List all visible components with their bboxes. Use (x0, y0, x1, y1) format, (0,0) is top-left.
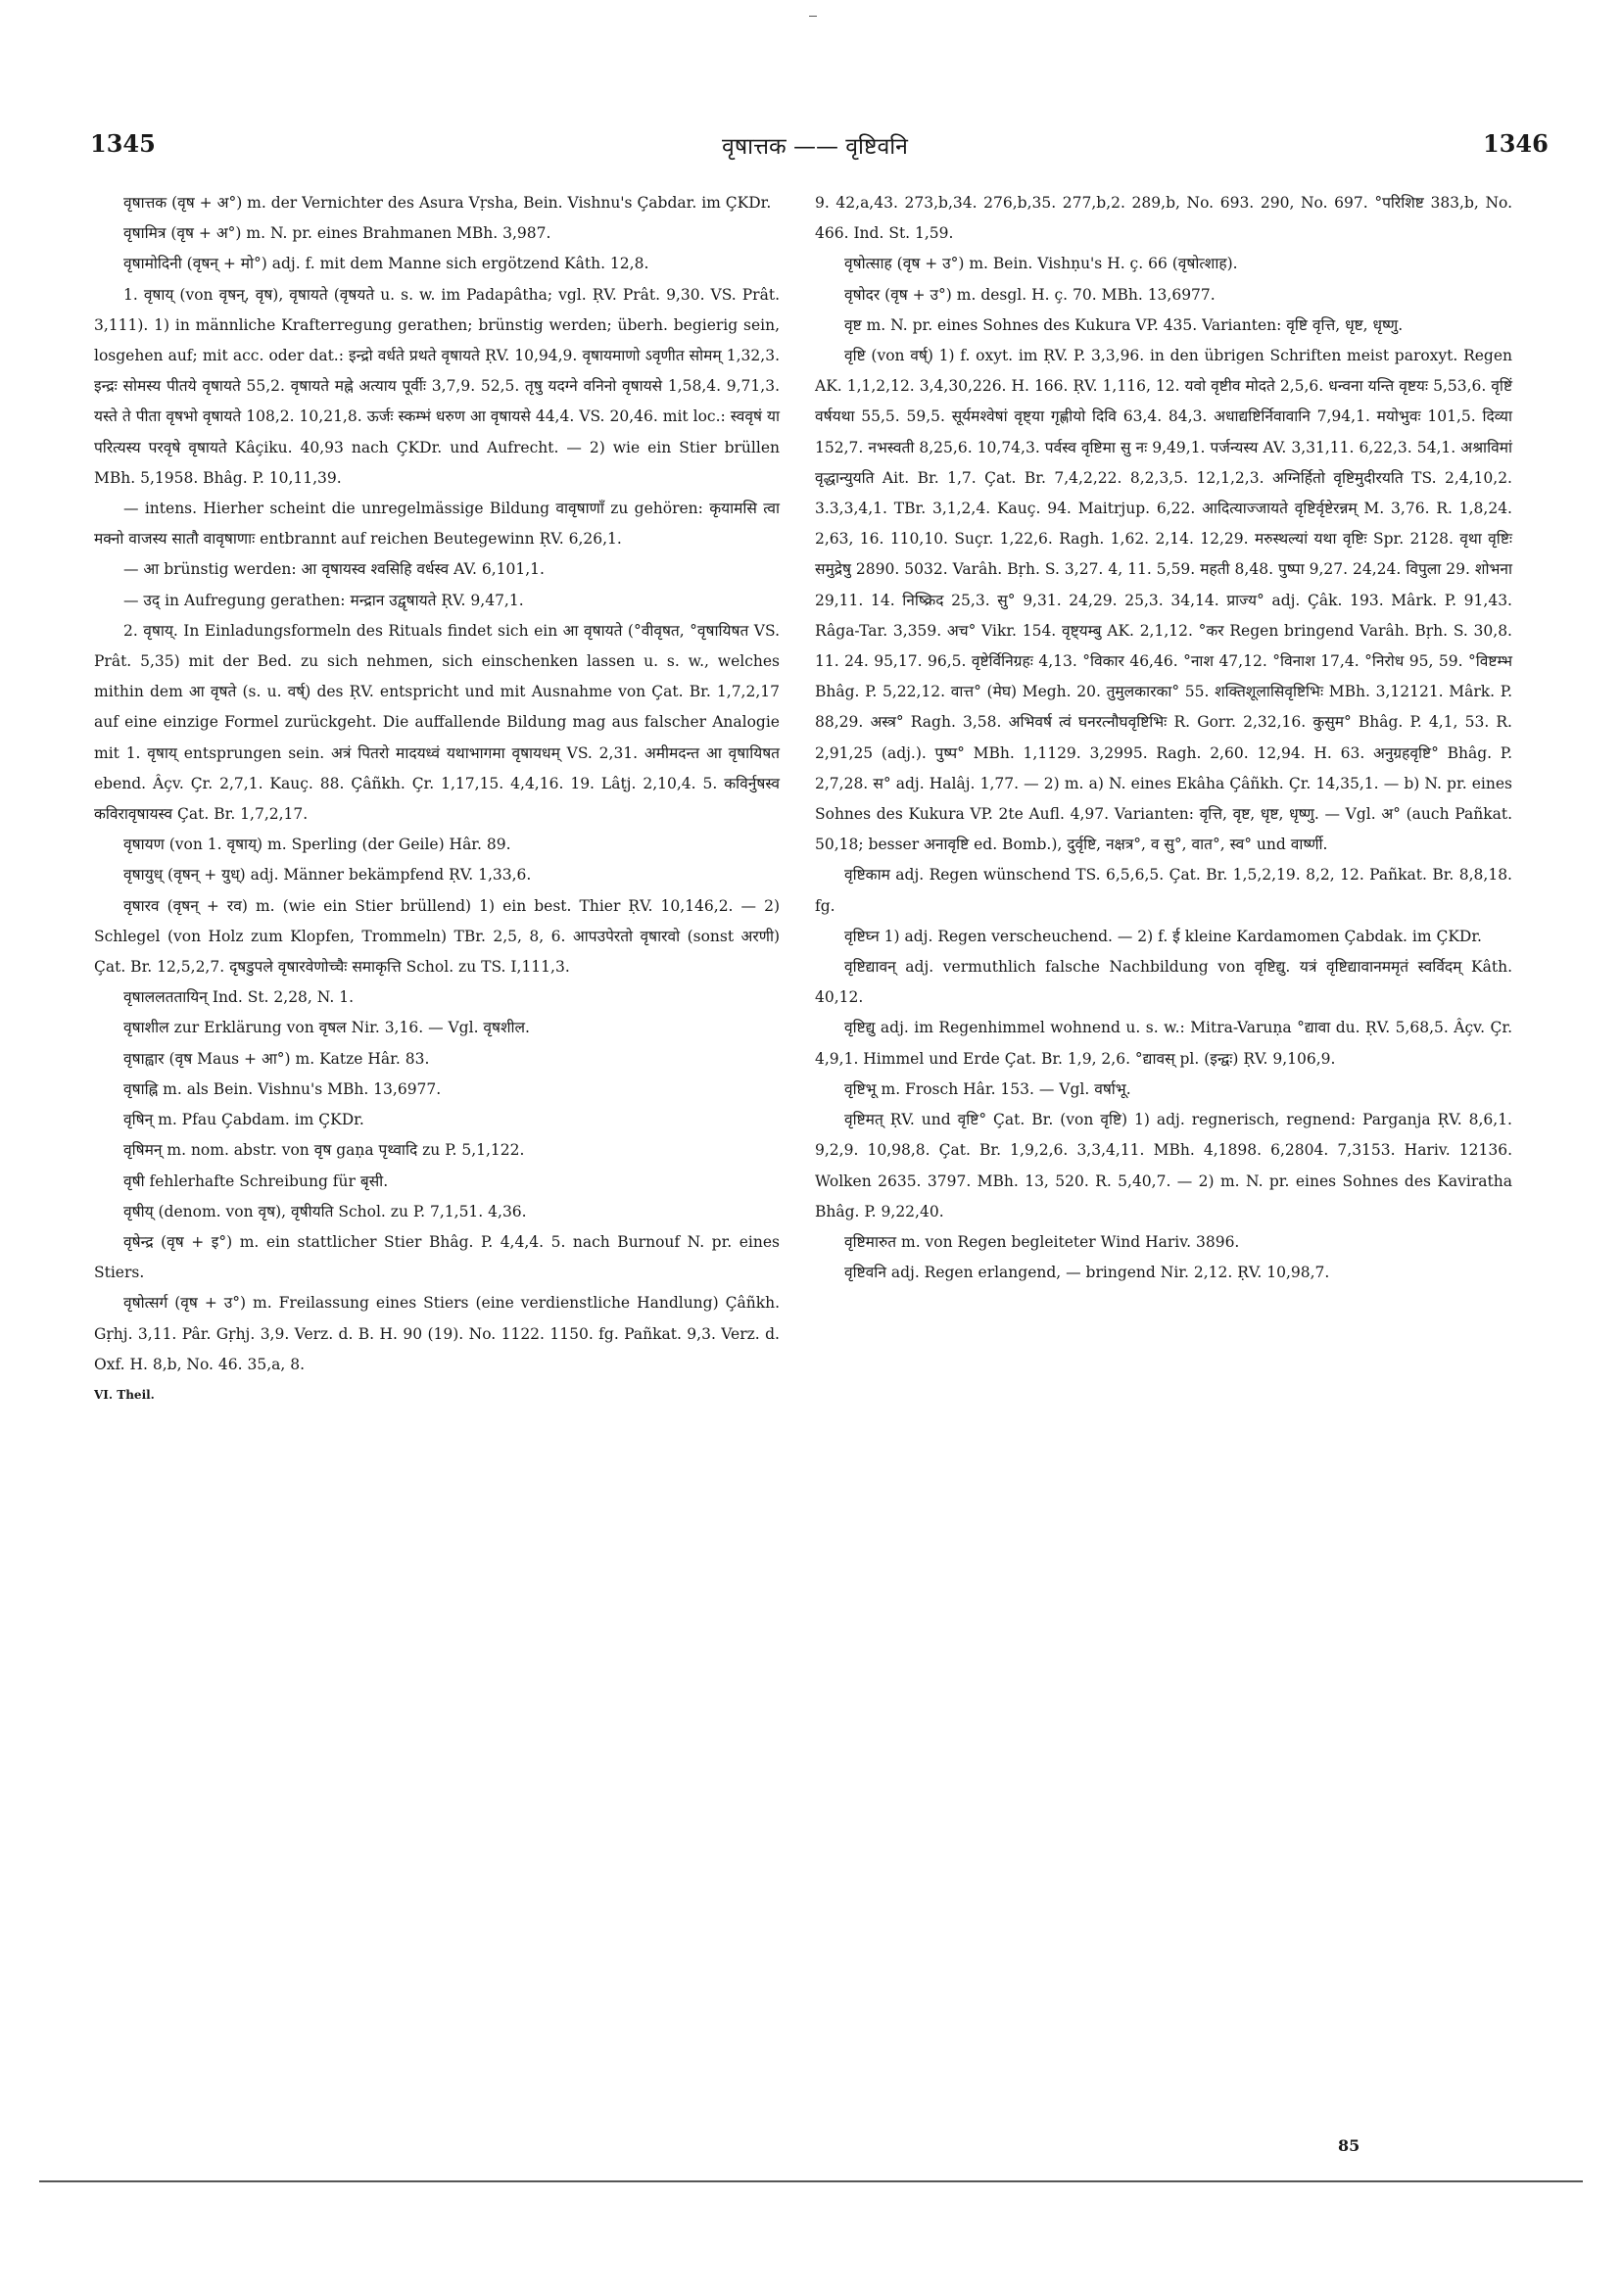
entry: वृषिमन् m. nom. abstr. von वृष gaṇa पृथ्वादि zu P. 5,1,122. (123, 1141, 525, 1160)
entry: — intens. Hierher scheint die unregelmässige Bildung वावृषाणाँ zu gehören: कृयामसि त्वा मक्नो वाजस्य सातौ वावृषाणाः entbrannt auf reichen Beutegewinn ṚV. 6,26,1. (94, 500, 780, 549)
right-page-number: 1346 (1483, 129, 1549, 158)
entry: वृषाह्नि m. als Bein. Vishnu's MBh. 13,6977. (123, 1079, 442, 1098)
left-page-number: 1345 (90, 129, 156, 158)
top-tick (809, 16, 817, 17)
entry: 9. 42,a,43. 273,b,34. 276,b,35. 277,b,2. 289,b, No. 693. 290, No. 697. °परिशिष्ट 383,b, No. 466. Ind. St. 1,59. (815, 194, 1512, 243)
entry: वृषोत्सर्ग (वृष + उ°) m. Freilassung eines Stiers (eine verdienstliche Handlung) Çâñkh. Gṛhj. 3,11. Pâr. Gṛhj. 3,9. Verz. d. B. H. 90 (19). No. 1122. 1150. fg. Pañkat. 9,3. Verz. d. Oxf. H. 8,b, No. 46. 35,a, 8. (94, 1294, 780, 1373)
entry: वृषोत्साह (वृष + उ°) m. Bein. Vishṇu's H. ç. 66 (वृषोत्शाह). (844, 255, 1238, 273)
entry: — उद् in Aufregung gerathen: मन्द्रान उद्वृषायते ṚV. 9,47,1. (123, 591, 524, 609)
entry: वृष्टिमारुत m. von Regen begleiteter Wind Hariv. 3896. (844, 1232, 1240, 1251)
entry: — आ brünstig werden: आ वृषायस्व श्वसिहि वर्धस्व AV. 6,101,1. (123, 560, 545, 579)
entry: वृषीय् (denom. von वृष), वृषीयति Schol. zu P. 7,1,51. 4,36. (123, 1202, 527, 1220)
entry: वृष्टिद्यावन् adj. vermuthlich falsche Nachbildung von वृष्टिद्यु. यत्रं वृष्टिद्यावानममृतं स्वर्विदम् Kâth. 40,12. (815, 958, 1512, 1007)
entry: वृषोदर (वृष + उ°) m. desgl. H. ç. 70. MBh. 13,6977. (844, 285, 1216, 304)
entry: वृष्ट m. N. pr. eines Sohnes des Kukura VP. 435. Varianten: वृष्टि वृत्ति, धृष्ट, धृष्णु. (844, 315, 1404, 334)
entry: वृषाशील zur Erklärung von वृषल Nir. 3,16. — Vgl. वृषशील. (123, 1019, 530, 1037)
left-column (94, 188, 780, 1411)
right-column (815, 188, 1512, 1288)
signature-mark: 85 (1338, 2136, 1360, 2155)
entry: वृष्टिकाम adj. Regen wünschend TS. 6,5,6,5. Çat. Br. 1,5,2,19. 8,2, 12. Pañkat. Br. 8,8,18. fg. (815, 866, 1512, 915)
entry: वृषिन् m. Pfau Çabdam. im ÇKDr. (123, 1111, 364, 1129)
entry: वृषात्तक (वृष + अ°) m. der Vernichter des Asura Vṛsha, Bein. Vishnu's Çabdar. im ÇKDr. (123, 194, 772, 212)
entry: वृषामोदिनी (वृषन् + मो°) adj. f. mit dem Manne sich ergötzend Kâth. 12,8. (123, 255, 649, 273)
entry: वृषी fehlerhafte Schreibung für बृसी. (123, 1172, 389, 1190)
entry: वृषेन्द्र (वृष + इ°) m. ein stattlicher Stier Bhâg. P. 4,4,4. 5. nach Burnouf N. pr. eines Stiers. (94, 1232, 780, 1282)
entry: वृष्टिभू m. Frosch Hâr. 153. — Vgl. वर्षाभू. (844, 1079, 1131, 1098)
entry: वृषाह्वार (वृष Maus + आ°) m. Katze Hâr. 83. (123, 1049, 430, 1068)
entry: 2. वृषाय्. In Einladungsformeln des Rituals findet sich ein आ वृषायते (°वीवृषत, °वृषायिषत VS. Prât. 5,35) mit der Bed. zu sich nehmen, sich einschenken lassen u. s. w., welches mithin dem आ वृषते (s. u. वर्ष्) des ṚV. entspricht und mit Ausnahme von Çat. Br. 1,7,2,17 auf eine einzige Formel zurückgeht. Die auffallende Bildung mag aus falscher Analogie mit 1. वृषाय् entsprungen sein. अत्रं पितरो मादयध्वं यथाभागमा वृषायधम् VS. 2,31. अमीमदन्त आ वृषायिषत ebend. Âçv. Çr. 2,7,1. Kauç. 88. Çâñkh. Çr. 1,17,15. 4,4,16. 19. Lâṭj. 2,10,4. 5. कविर्नुषस्व कविरावृषायस्व Çat. Br. 1,7,2,17. (94, 621, 780, 824)
entry: वृष्टिद्यु adj. im Regenhimmel wohnend u. s. w.: Mitra-Varuṇa °द्यावा du. ṚV. 5,68,5. Âçv. Çr. 4,9,1. Himmel und Erde Çat. Br. 1,9, 2,6. °द्यावस् pl. (इन्द्वः) ṚV. 9,106,9. (815, 1019, 1512, 1068)
entry: वृषायुध् (वृषन् + युध्) adj. Männer bekämpfend ṚV. 1,33,6. (123, 866, 532, 885)
entry: 1. वृषाय् (von वृषन्, वृष), वृषायते (वृषयते u. s. w. im Padapâtha; vgl. ṚV. Prât. 9,30. VS. Prât. 3,111). 1) in männliche Krafterregung gerathen; brünstig werden; überh. begierig sein, losgehen auf; mit acc. oder dat.: इन्द्रो वर्धते प्रथते वृषायते ṚV. 10,94,9. वृषायमाणो ऽवृणीत सोमम् 1,32,3. इन्द्रः सोमस्य पीतये वृषायते 55,2. वृषायते मह्ने अत्याय पूर्वीः 3,7,9. 52,5. तृषु यदग्ने वनिनो वृषायसे 1,58,4. 9,71,3. यस्ते ते पीता वृषभो वृषायते 108,2. 10,21,8. ऊर्जः स्कम्भं धरुण आ वृषायसे 44,4. VS. 20,46. mit loc.: स्ववृषं या परित्यस्य परवृषे वृषायते Kâçiku. 40,93 nach ÇKDr. und Aufrecht. — 2) wie ein Stier brüllen MBh. 5,1958. Bhâg. P. 10,11,39. (94, 285, 780, 487)
entry: वृषामित्र (वृष + अ°) m. N. pr. eines Brahmanen MBh. 3,987. (123, 224, 551, 243)
entry: वृषारव (वृषन् + रव) m. (wie ein Stier brüllend) 1) ein best. Thier ṚV. 10,146,2. — 2) Schlegel (von Holz zum Klopfen, Trommeln) TBr. 2,5, 8, 6. आपउपेरतो वृषारवो (sonst अरणी) Çat. Br. 12,5,2,7. दृषडुपले वृषारवेणोच्चैः समाकृत्ति Schol. zu TS. I,111,3. (94, 896, 780, 977)
entry: वृष्टिमत् ṚV. und वृष्टि° Çat. Br. (von वृष्टि) 1) adj. regnerisch, regnend: Parganja ṚV. 8,6,1. 9,2,9. 10,98,8. Çat. Br. 1,9,2,6. 3,3,4,11. MBh. 4,1898. 6,2804. 7,3153. Hariv. 12136. Wolken 2635. 3797. MBh. 13, 520. R. 5,40,7. — 2) m. N. pr. eines Sohnes des Kaviratha Bhâg. P. 9,22,40. (815, 1111, 1512, 1220)
entry: वृषाललततायिन् Ind. St. 2,28, N. 1. (123, 988, 354, 1007)
entry: वृष्टि (von वर्ष्) 1) f. oxyt. im ṚV. P. 3,3,96. in den übrigen Schriften meist paroxyt. Regen AK. 1,1,2,12. 3,4,30,226. H. 166. ṚV. 1,116, 12. यवो वृष्टीव मोदते 2,5,6. धन्वना यन्ति वृष्टयः 5,53,6. वृष्टिं वर्षयथा 55,5. 59,5. सूर्यमश्वेषां वृष्ट्या गृह्णीयो दिवि 63,4. 84,3. अधाद्यष्टिर्निवावानि 7,94,1. मयोभुवः 101,5. दिव्या 152,7. नभस्वती 8,25,6. 10,74,3. पर्वस्व वृष्टिमा सु नः 9,49,1. पर्जन्यस्य AV. 3,31,11. 6,22,3. 54,1. अश्राविमां वृद्धान्युयति Ait. Br. 1,7. Çat. Br. 7,4,2,22. 8,2,3,5. 12,1,2,3. अग्निर्हितो वृष्टिमुदीरयति TS. 2,4,10,2. 3.3,3,4,1. TBr. 3,1,2,4. Kauç. 94. Maitrjup. 6,22. आदित्याज्जायते वृष्टिर्वृष्टेरन्नम् M. 3,76. R. 1,8,24. 2,63, 16. 110,10. Suçr. 1,22,6. Ragh. 1,62. 2,14. 12,29. मरुस्थल्यां यथा वृष्टिः Spr. 2128. वृथा वृष्टिः समुद्रेषु 2890. 5032. Varâh. Bṛh. S. 3,27. 4, 11. 5,59. महती 8,48. पुष्पा 9,27. 24,24. विपुला 29. शोभना 29,11. 14. निष्क्रिद 25,3. सु° 9,31. 24,29. 25,3. 34,14. प्राज्य° adj. Çâk. 193. Mârk. P. 91,43. Râga-Tar. 3,359. अच° Vikr. 154. वृष्ट्यम्बु AK. 2,1,12. °कर Regen bringend Varâh. Bṛh. S. 30,8. 11. 24. 95,17. 96,5. वृष्टेर्विनिग्रहः 4,13. °विकार 46,46. °नाश 47,12. °विनाश 17,4. °निरोध 95, 59. °विष्टम्भ Bhâg. P. 5,22,12. वात्त° (मेघ) Megh. 20. तुमुलकारका° 55. शक्तिशूलासिवृष्टिभिः MBh. 3,12121. Mârk. P. 88,29. अस्त्र° Ragh. 3,58. अभिवर्ष त्वं घनरत्नौघवृष्टिभिः R. Gorr. 2,32,16. कुसुम° Bhâg. P. 4,1, 53. R. 2,91,25 (adj.). पुष्प° MBh. 1,1129. 3,2995. Ragh. 2,60. 12,94. H. 63. अनुग्रहवृष्टि° Bhâg. P. 2,7,28. स° adj. Halâj. 1,77. — 2) m. a) N. eines Ekâha Çâñkh. Çr. 14,35,1. — b) N. pr. eines Sohnes des Kukura VP. 2te Aufl. 4,97. Varianten: वृत्ति, वृष्ट, धृष्ट, धृष्णु. — Vgl. अ° (auch Pañkat. 50,18; besser अनावृष्टि ed. Bomb.), दुर्वृष्टि, नक्षत्र°, व सु°, वात°, स्व° und वार्ष्णी. (815, 347, 1512, 854)
entry: वृष्टिवनि adj. Regen erlangend, — bringend Nir. 2,12. ṚV. 10,98,7. (844, 1264, 1330, 1282)
bottom-rule (39, 2180, 1583, 2182)
running-headwords: वृषात्तक —— वृष्टिवनि (722, 134, 908, 160)
entry: वृषायण (von 1. वृषाय्) m. Sperling (der Geile) Hâr. 89. (123, 836, 511, 854)
volume-note: VI. Theil. (94, 1387, 155, 1402)
entry: वृष्टिघ्न 1) adj. Regen verscheuchend. — 2) f. ई kleine Kardamomen Çabdak. im ÇKDr. (844, 927, 1482, 945)
